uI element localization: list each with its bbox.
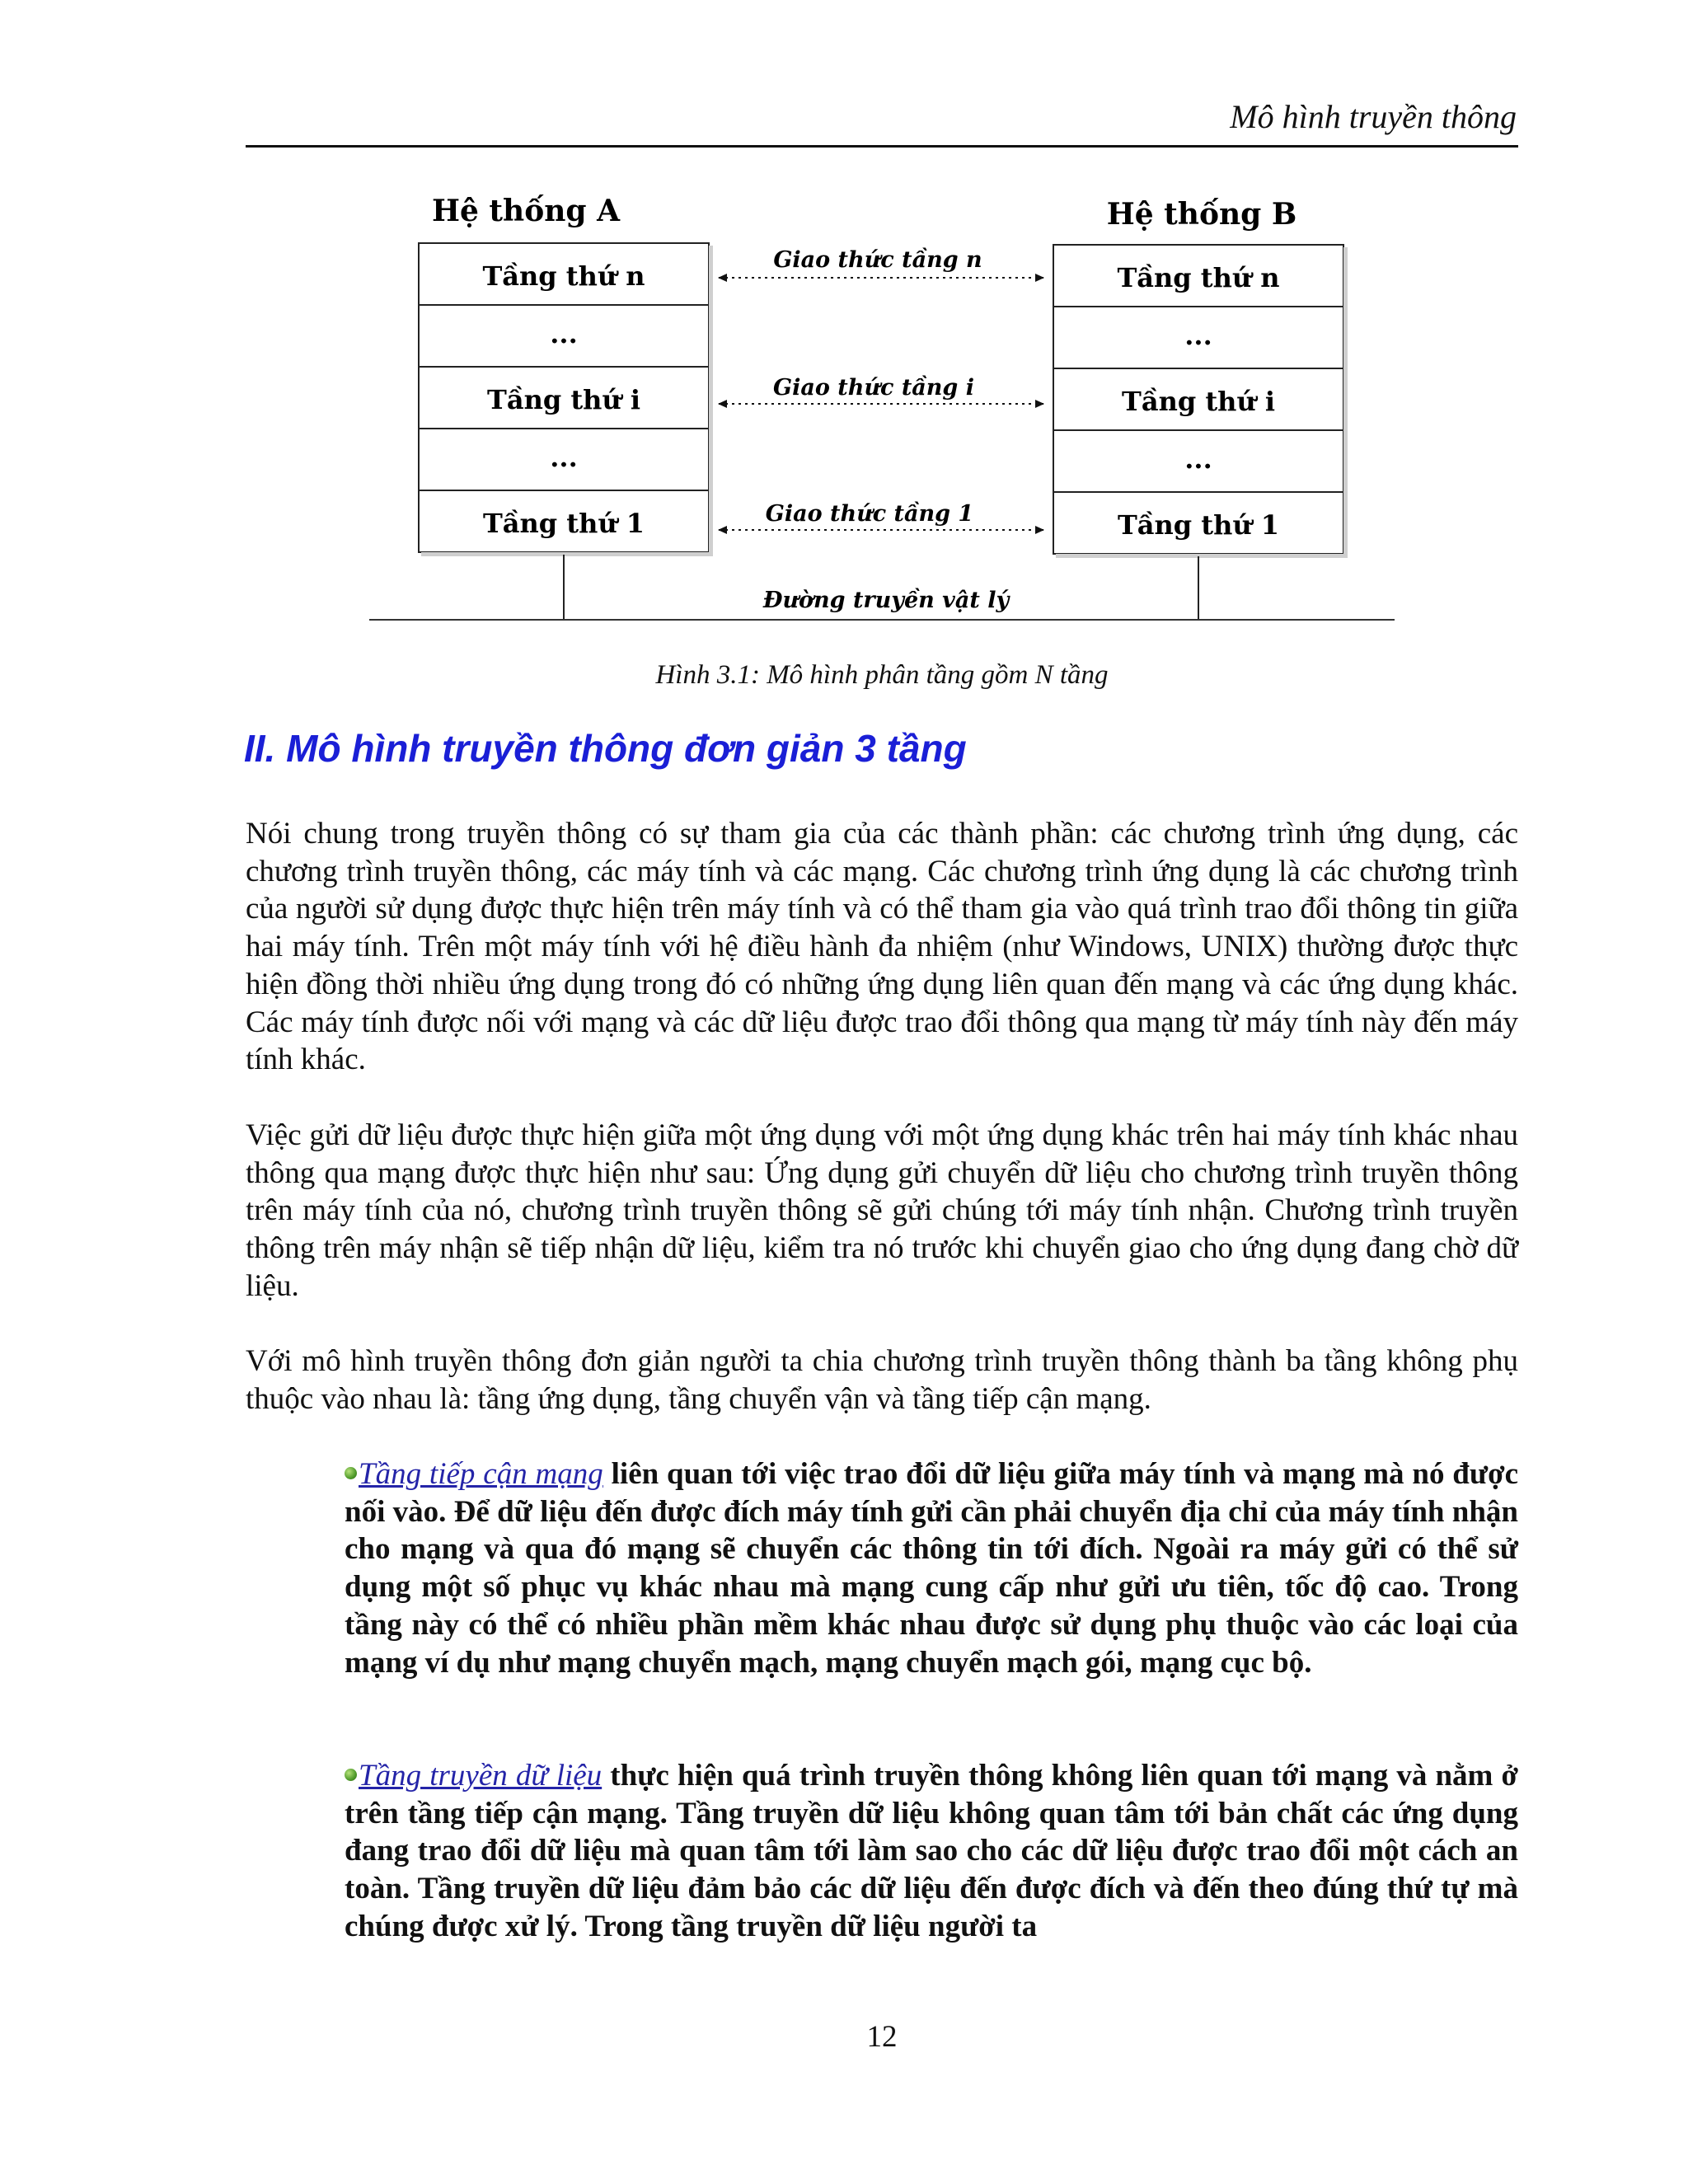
bullet-data-transport-layer xyxy=(345,1757,1518,1946)
system-a-layer-i: Tầng thứ i xyxy=(487,384,640,415)
system-a-layer-1: Tầng thứ 1 xyxy=(482,508,645,539)
bullet-dot-icon xyxy=(345,1467,357,1479)
figure-caption: Hình 3.1: Mô hình phân tầng gồm N tầng xyxy=(655,660,1109,690)
system-b-layer-n: Tầng thứ n xyxy=(1117,262,1280,293)
protocol-label-1: Giao thức tầng 1 xyxy=(765,501,974,527)
system-b-layer-1: Tầng thứ 1 xyxy=(1117,509,1280,541)
system-a-ellipsis-upper: ... xyxy=(550,318,578,349)
paragraph-2: Việc gửi dữ liệu được thực hiện giữa một ứng dụng với một ứng dụng khác trên hai máy tính khác nhau thông qua mạng được thực hiện như sau: Ứng dụng gửi chuyển dữ liệu cho chương trình truyền thông trên máy tính của nó, chương trình truyền thông sẽ gửi chúng tới máy tính nhận. Chương trình truyền thông trên máy nhận sẽ tiếp nhận dữ liệu, kiểm tra nó trước khi chuyển giao cho ứng dụng đang chờ dữ liệu. xyxy=(246,1118,1518,1303)
header-rule xyxy=(246,145,1518,148)
running-title: Mô hình truyền thông xyxy=(1230,98,1517,135)
system-b-ellipsis-upper: ... xyxy=(1184,320,1212,351)
system-a-layer-n: Tầng thứ n xyxy=(482,260,645,292)
protocol-label-n: Giao thức tầng n xyxy=(773,247,982,273)
system-b-layer-i: Tầng thứ i xyxy=(1122,386,1275,417)
paragraph-3: Với mô hình truyền thông đơn giản người ta chia chương trình truyền thông thành ba tầng không phụ thuộc vào nhau là: tầng ứng dụng, tầng chuyển vận và tầng tiếp cận mạng. xyxy=(246,1344,1518,1416)
layer-model-figure xyxy=(363,185,1401,647)
system-a-ellipsis-lower: ... xyxy=(550,442,578,473)
bullet-text: liên quan tới việc trao đổi dữ liệu giữa máy tính và mạng mà nó được nối vào. Để dữ liệu đến được đích máy tính gửi cần phải chuyển địa chỉ của máy tính nhận cho mạng và qua đó mạng sẽ chuyển các thông tin tới đích. Ngoài ra máy gửi có thể sử dụng một số phục vụ khác nhau mà mạng cung cấp như gửi ưu tiên, tốc độ cao. Trong tầng này có thể có nhiều phần mềm khác nhau được sử dụng phụ thuộc vào các loại của mạng ví dụ như mạng chuyển mạch, mạng chuyển mạch gói, mạng cục bộ. xyxy=(345,1457,1519,1680)
section-heading: II. Mô hình truyền thông đơn giản 3 tầng xyxy=(244,727,967,770)
bullet-text: thực hiện quá trình truyền thông không liên quan tới mạng và nằm ở trên tầng tiếp cận mạng. Tầng truyền dữ liệu không quan tâm tới bản chất các ứng dụng đang trao đổi dữ liệu mà quan tâm tới làm sao cho các dữ liệu được trao đổi một cách an toàn. Tầng truyền dữ liệu đảm bảo các dữ liệu đến được đích và đến theo đúng thứ tự mà chúng được xử lý. Trong tầng truyền dữ liệu người ta xyxy=(345,1759,1518,1943)
bullet-term: Tầng truyền dữ liệu xyxy=(359,1759,603,1793)
system-b-title: Hệ thống B xyxy=(1106,197,1297,232)
physical-medium-label: Đường truyền vật lý xyxy=(762,588,1010,613)
bullet-term: Tầng tiếp cận mạng xyxy=(359,1457,603,1491)
system-a-title: Hệ thống A xyxy=(431,194,621,228)
bullet-network-access-layer xyxy=(345,1455,1518,1681)
bullet-dot-icon xyxy=(345,1769,357,1781)
page-number: 12 xyxy=(866,2020,898,2054)
system-b-ellipsis-lower: ... xyxy=(1184,443,1212,475)
protocol-label-i: Giao thức tầng i xyxy=(773,375,974,401)
paragraph-1: Nói chung trong truyền thông có sự tham gia của các thành phần: các chương trình ứng dụng, các chương trình truyền thông, các máy tính và các mạng. Các chương trình ứng dụng là các chương trình của người sử dụng được thực hiện trên máy tính và có thể tham gia vào quá trình trao đổi thông tin giữa hai máy tính. Trên một máy tính với hệ điều hành đa nhiệm (như Windows, UNIX) thường được thực hiện đồng thời nhiều ứng dụng trong đó có những ứng dụng liên quan đến mạng và các ứng dụng khác. Các máy tính được nối với mạng và các dữ liệu được trao đổi thông qua mạng từ máy tính này đến máy tính khác. xyxy=(246,817,1518,1077)
